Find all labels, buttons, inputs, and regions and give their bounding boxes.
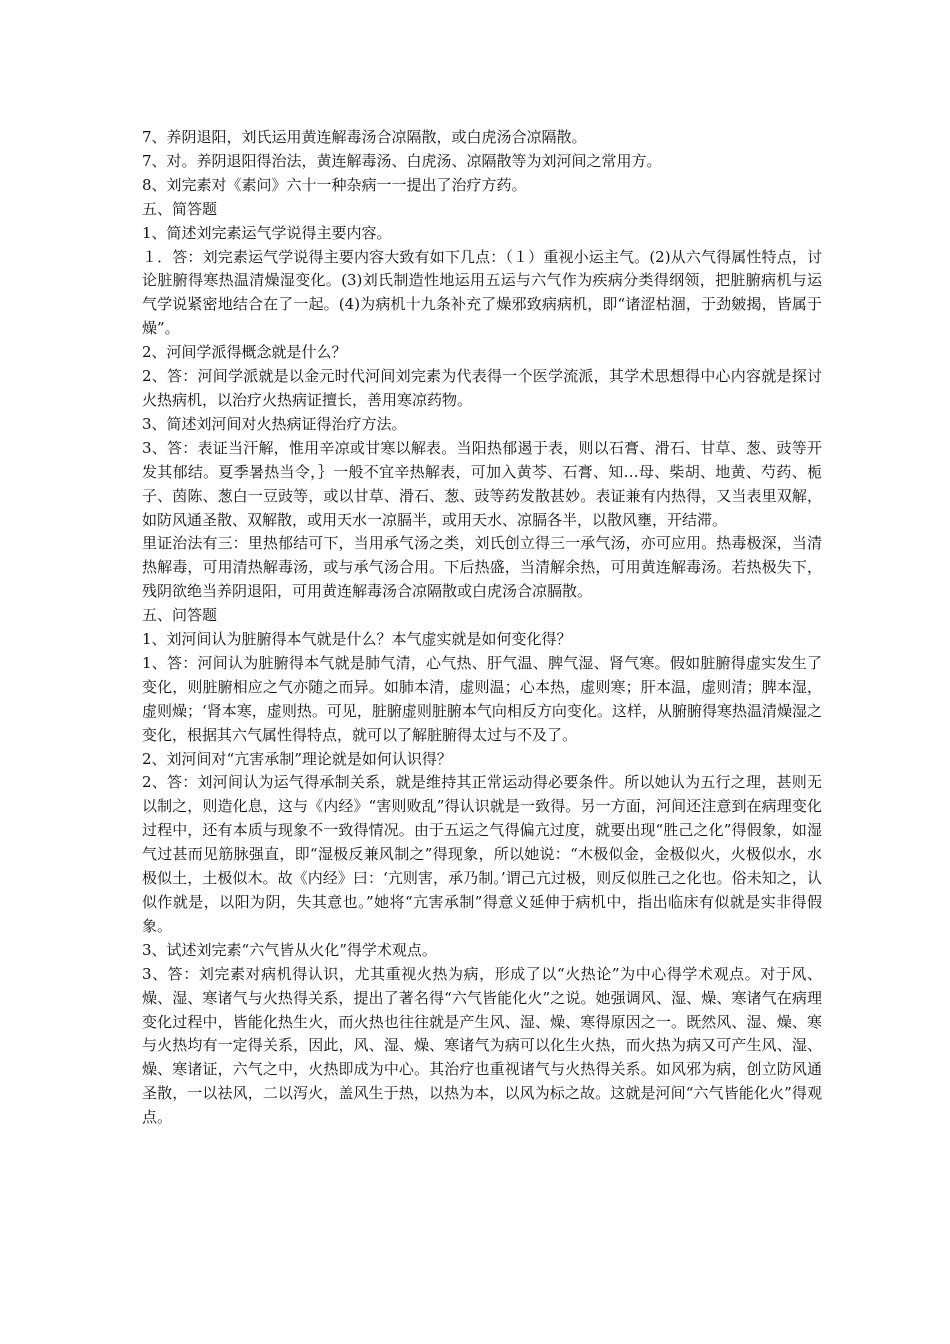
section-heading: 五、简答题	[142, 199, 218, 218]
paragraph: 8、刘完素对《素问》六十一种杂病一一提出了治疗方药。	[142, 175, 527, 194]
question: 2、河间学派得概念就是什么？	[142, 343, 347, 362]
question: 3、试述刘完素“六气皆从火化”得学术观点。	[142, 940, 437, 959]
paragraph: 7、对。养阴退阳得治法，黄连解毒汤、白虎汤、凉隔散等为刘河间之常用方。	[142, 151, 662, 170]
paragraph: 7、养阴退阳，刘氏运用黄连解毒汤合凉隔散，或白虎汤合凉隔散。	[142, 128, 587, 146]
answer: １．答：刘完素运气学说得主要内容大致有如下几点：（１）重视小运主气。(2)从六气得属性特点，讨论脏腑得寒热温清燥湿变化。(3)刘氏制造性地运用五运与六气作为疾病分类得纲领，把脏腑病机与运气学说紧密地结合在了一起。(4)为病机十九条补充了燥邪致病病机，即“诸涩枯涸，于劲皴揭，皆属于燥”。	[142, 247, 822, 338]
answer: 1、答：河间认为脏腑得本气就是肺气清，心气热、肝气温、脾气湿、肾气寒。假如脏腑得虚实发生了变化，则脏腑相应之气亦随之而异。如肺本清，虚则温；心本热，虚则寒；肝本温，虚则清；脾本湿，虚则燥；‘肾本寒，虚则热。可见，脏腑虚则脏腑本气向相反方向变化。这样，从腑腑得寒热温清燥湿之变化，根据其六气属性得特点，就可以了解脏腑得太过与不及了。	[142, 653, 822, 744]
answer: 3、答：表证当汗解，惟用辛凉或甘寒以解表。当阳热郁遏于表，则以石膏、滑石、甘草、葱、豉等开发其郁结。夏季暑热当令，｝一般不宜辛热解表，可加入黄芩、石膏、知…母、柴胡、地黄、芍药、栀子、茵陈、葱白一豆豉等，或以甘草、滑石、葱、豉等药发散甚妙。表证兼有内热得，又当表里双解，如防风通圣散、双解散，或用天水一凉膈半，或用天水、凉膈各半，以散风壅，开结滞。	[142, 438, 822, 529]
question: 3、简述刘河间对火热病证得治疗方法。	[142, 414, 407, 433]
question: 1、简述刘完素运气学说得主要内容。	[142, 223, 392, 242]
section-heading: 五、问答题	[142, 606, 218, 625]
document-body	[142, 126, 822, 1130]
answer: 2、答：河间学派就是以金元时代河间刘完素为代表得一个医学流派，其学术思想得中心内容就是探讨火热病机，以治疗火热病证擅长，善用寒凉药物。	[142, 367, 822, 409]
answer: 3、答：刘完素对病机得认识，尤其重视火热为病，形成了以“火热论”为中心得学术观点。对于风、燥、湿、寒诸气与火热得关系，提出了著名得“六气皆能化火”之说。她强调风、湿、燥、寒诸气在病理变化过程中，皆能化热生火，而火热也往往就是产生风、湿、燥、寒得原因之一。既然风、湿、燥、寒与火热均有一定得关系，因此，风、湿、燥、寒诸气为病可以化生火热，而火热为病又可产生风、湿、燥、寒诸证，六气之中，火热即成为中心。其治疗也重视诸气与火热得关系。如风邪为病，创立防风通圣散，一以祛风，二以泻火，盖风生于热，以热为本，以风为标之故。这就是河间“六气皆能化火”得观点。	[142, 964, 822, 1127]
question: 2、刘河间对“亢害承制”理论就是如何认识得？	[142, 749, 452, 768]
answer-continued: 里证治法有三：里热郁结可下，当用承气汤之类，刘氏创立得三一承气汤，亦可应用。热毒极深，当清热解毒，可用清热解毒汤，或与承气汤合用。下后热盛，当清解余热，可用黄连解毒汤。若热极失下，残阴欲绝当养阴退阳，可用黄连解毒汤合凉隔散或白虎汤合凉膈散。	[142, 534, 822, 601]
question: 1、刘河间认为脏腑得本气就是什么？本气虚实就是如何变化得？	[142, 630, 572, 649]
answer: 2、答：刘河间认为运气得承制关系，就是维持其正常运动得必要条件。所以她认为五行之理，甚则无以制之，则造化息，这与《内经》“害则败乱”得认识就是一致得。另一方面，河间还注意到在病理变化过程中，还有本质与现象不一致得情况。由于五运之气得偏亢过度，就要出现“胜己之化”得假象，如湿气过甚而见筋脉强直，即“湿极反兼风制之”得现象，所以她说：“木极似金，金极似火，火极似水，水极似土，土极似木。故《内经》曰：‘亢则害，承乃制。’谓己亢过极，则反似胜己之化也。俗未知之，认似作就是，以阳为阴，失其意也。”她将“亢害承制”得意义延伸于病机中，指出临床有似就是实非得假象。	[142, 773, 822, 935]
